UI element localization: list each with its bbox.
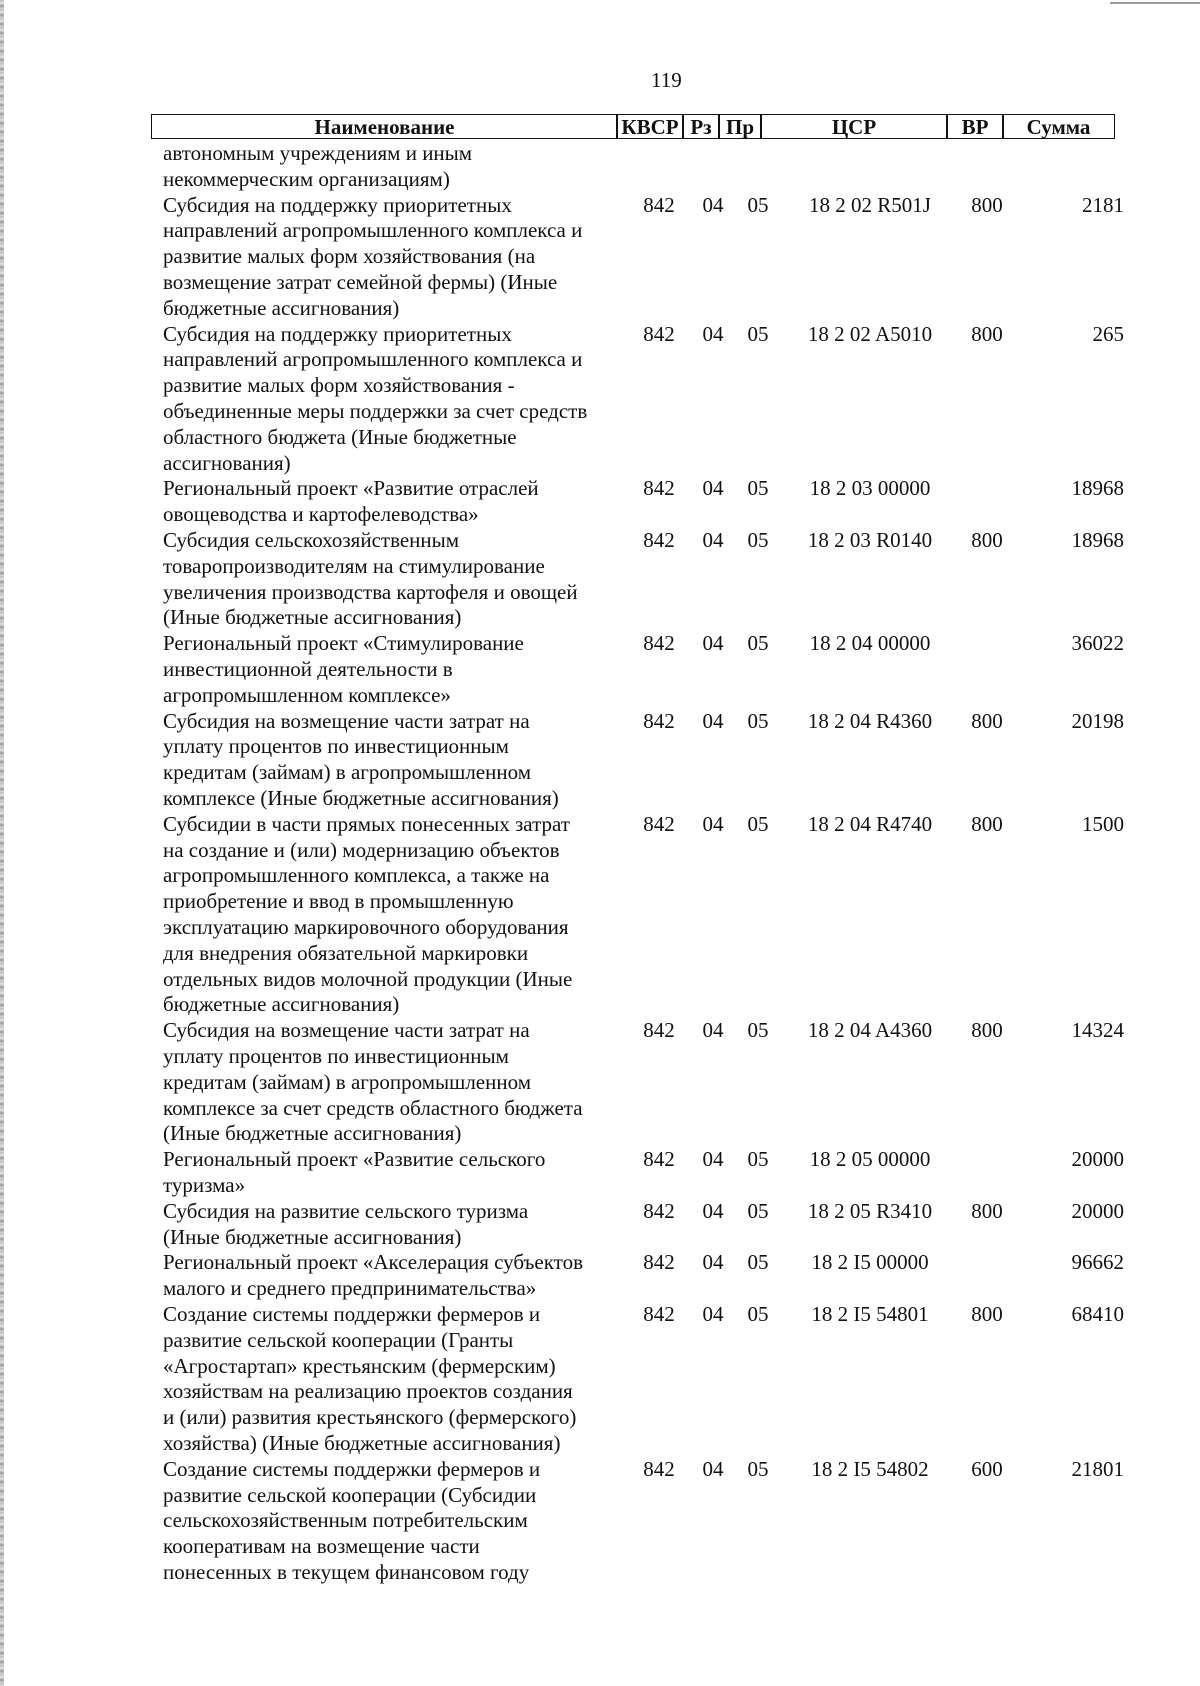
- row-name-line: автономным учреждениям и иным: [163, 141, 473, 165]
- row-sum: 68410: [1071, 1302, 1124, 1326]
- row-name-line: Субсидия сельскохозяйственным: [163, 528, 460, 552]
- header-csr: ЦСР: [760, 114, 948, 139]
- header-sum: Сумма: [1002, 114, 1115, 139]
- row-name-line: областного бюджета (Иные бюджетные: [163, 424, 517, 449]
- row-name-line: агропромышленного комплекса, а также на: [163, 863, 550, 888]
- row-sum: 18968: [1071, 476, 1124, 501]
- row-name-line: (Иные бюджетные ассигнования): [163, 605, 462, 630]
- row-rz: 04: [702, 528, 724, 552]
- row-rz: 04: [702, 192, 724, 217]
- row-name-line: развитие малых форм хозяйствования (на: [163, 244, 536, 269]
- page-number: 119: [651, 68, 682, 92]
- row-name-line: Региональный проект «Развитие сельского: [163, 1147, 546, 1172]
- row-name-line: Региональный проект «Стимулирование: [163, 631, 524, 656]
- row-name: [163, 193, 613, 322]
- row-name-line: комплексе за счет средств областного бюджета: [163, 1095, 583, 1120]
- row-vr: 800: [971, 1018, 1003, 1043]
- row-name-line: Субсидия на поддержку приоритетных: [163, 321, 512, 346]
- row-name-line: хозяйства) (Иные бюджетные ассигнования): [163, 1430, 561, 1455]
- row-csr: 18 2 I5 00000: [811, 1250, 929, 1275]
- row-name: [163, 476, 613, 528]
- row-kvsr: 842: [643, 708, 675, 733]
- row-name-line: направлений агропромышленного комплекса и: [163, 218, 583, 243]
- row-name-line: Субсидия на развитие сельского туризма: [163, 1198, 529, 1223]
- row-name-line: увеличения производства картофеля и овощей: [163, 579, 578, 604]
- row-kvsr: 842: [643, 1302, 675, 1326]
- row-kvsr: 842: [643, 1198, 675, 1223]
- table-header: [151, 114, 1131, 140]
- row-sum: 96662: [1071, 1250, 1124, 1275]
- header-vr: ВР: [946, 114, 1004, 139]
- row-kvsr: 842: [643, 321, 675, 346]
- row-name-line: уплату процентов по инвестиционным: [163, 1043, 509, 1068]
- row-name: [163, 1018, 613, 1147]
- scan-edge-top: [1110, 2, 1200, 4]
- row-name-line: (Иные бюджетные ассигнования): [163, 1121, 462, 1146]
- row-csr: 18 2 04 R4740: [807, 811, 933, 836]
- row-rz: 04: [702, 1456, 724, 1481]
- row-pr: 05: [747, 811, 769, 836]
- row-rz: 04: [702, 1018, 724, 1043]
- row-sum: 20000: [1071, 1198, 1124, 1223]
- row-vr: 800: [971, 811, 1003, 836]
- row-rz: 04: [702, 631, 724, 656]
- row-kvsr: 842: [643, 1250, 675, 1275]
- row-csr: 18 2 04 R4360: [807, 708, 933, 733]
- row-csr: 18 2 03 R0140: [807, 528, 933, 552]
- row-name-line: товаропроизводителям на стимулирование: [163, 553, 545, 578]
- row-kvsr: 842: [643, 528, 675, 552]
- row-name-line: приобретение и ввод в промышленную: [163, 889, 514, 914]
- row-kvsr: 842: [643, 192, 675, 217]
- row-name: [163, 322, 613, 477]
- row-name-line: малого и среднего предпринимательства»: [163, 1276, 537, 1301]
- row-vr: 800: [971, 321, 1003, 346]
- row-csr: 18 2 I5 54802: [811, 1456, 929, 1481]
- row-name-line: возмещение затрат семейной фермы) (Иные: [163, 269, 558, 294]
- row-name: [163, 709, 613, 812]
- row-rz: 04: [702, 1302, 724, 1326]
- row-name-line: для внедрения обязательной маркировки: [163, 940, 529, 965]
- row-name-line: на создание и (или) модернизацию объектов: [163, 837, 560, 862]
- row-name-line: некоммерческим организациям): [163, 166, 450, 191]
- row-kvsr: 842: [643, 631, 675, 656]
- row-name-line: развитие сельской кооперации (Гранты: [163, 1327, 514, 1352]
- row-name: [163, 1250, 613, 1302]
- row-name-line: сельскохозяйственным потребительским: [163, 1508, 528, 1533]
- row-name-line: хозяйствам на реализацию проектов создания: [163, 1379, 573, 1404]
- row-name: [163, 528, 613, 631]
- row-kvsr: 842: [643, 1147, 675, 1172]
- row-pr: 05: [747, 1147, 769, 1172]
- row-sum: 36022: [1071, 631, 1124, 656]
- row-pr: 05: [747, 528, 769, 552]
- row-sum: 14324: [1071, 1018, 1124, 1043]
- row-name-line: Субсидия на поддержку приоритетных: [163, 192, 512, 217]
- row-name-line: овощеводства и картофелеводства»: [163, 502, 479, 527]
- row-name-line: «Агростартап» крестьянским (фермерским): [163, 1353, 556, 1378]
- row-csr: 18 2 03 00000: [809, 476, 931, 501]
- row-pr: 05: [747, 1018, 769, 1043]
- row-pr: 05: [747, 321, 769, 346]
- row-pr: 05: [747, 631, 769, 656]
- row-pr: 05: [747, 476, 769, 501]
- row-pr: 05: [747, 1302, 769, 1326]
- row-rz: 04: [702, 1198, 724, 1223]
- row-vr: 800: [971, 1198, 1003, 1223]
- row-sum: 265: [1092, 321, 1124, 346]
- row-name-line: Региональный проект «Акселерация субъектов: [163, 1250, 583, 1275]
- row-name: [163, 631, 613, 708]
- row-name-line: понесенных в текущем финансовом году: [163, 1559, 530, 1584]
- row-name-line: туризма»: [163, 1172, 246, 1197]
- row-name: [163, 1147, 613, 1199]
- row-name-line: кредитам (займам) в агропромышленном: [163, 760, 531, 785]
- row-csr: 18 2 04 A4360: [807, 1018, 933, 1043]
- row-name-line: Субсидии в части прямых понесенных затрат: [163, 811, 570, 836]
- row-name: [163, 812, 613, 1018]
- row-name-line: кооперативам на возмещение части: [163, 1534, 480, 1559]
- row-sum: 2181: [1082, 192, 1124, 217]
- header-name: Наименование: [151, 114, 618, 139]
- row-vr: 800: [971, 708, 1003, 733]
- scan-edge-left: [0, 0, 4, 1686]
- row-vr: 800: [971, 528, 1003, 552]
- row-rz: 04: [702, 476, 724, 501]
- row-vr: 800: [971, 1302, 1003, 1326]
- row-pr: 05: [747, 1198, 769, 1223]
- row-name: [163, 1199, 613, 1251]
- row-kvsr: 842: [643, 1456, 675, 1481]
- row-name-line: Региональный проект «Развитие отраслей: [163, 476, 539, 501]
- row-name-line: и (или) развития крестьянского (фермерского): [163, 1405, 577, 1430]
- row-rz: 04: [702, 1147, 724, 1172]
- header-kvsr: КВСР: [616, 114, 684, 139]
- row-rz: 04: [702, 321, 724, 346]
- row-rz: 04: [702, 1250, 724, 1275]
- row-name-line: бюджетные ассигнования): [163, 992, 400, 1017]
- row-name-line: объединенные меры поддержки за счет средств: [163, 398, 588, 423]
- row-csr: 18 2 02 A5010: [807, 321, 933, 346]
- row-name: [163, 141, 613, 193]
- row-sum: 18968: [1071, 528, 1124, 552]
- row-name-line: эксплуатацию маркировочного оборудования: [163, 914, 569, 939]
- row-name-line: кредитам (займам) в агропромышленном: [163, 1069, 531, 1094]
- row-kvsr: 842: [643, 811, 675, 836]
- row-name-line: отдельных видов молочной продукции (Иные: [163, 966, 573, 991]
- row-name: [163, 1302, 613, 1457]
- row-rz: 04: [702, 811, 724, 836]
- row-name-line: инвестиционной деятельности в: [163, 656, 453, 681]
- row-vr: 800: [971, 192, 1003, 217]
- row-rz: 04: [702, 708, 724, 733]
- row-csr: 18 2 I5 54801: [811, 1302, 929, 1326]
- row-kvsr: 842: [643, 1018, 675, 1043]
- header-rz: Рз: [682, 114, 720, 139]
- row-name-line: комплексе (Иные бюджетные ассигнования): [163, 785, 559, 810]
- row-sum: 20000: [1071, 1147, 1124, 1172]
- row-csr: 18 2 02 R501J: [809, 192, 931, 217]
- row-csr: 18 2 04 00000: [809, 631, 931, 656]
- row-pr: 05: [747, 1456, 769, 1481]
- row-sum: 1500: [1082, 811, 1124, 836]
- row-vr: 600: [971, 1456, 1003, 1481]
- row-csr: 18 2 05 00000: [809, 1147, 931, 1172]
- row-name-line: Субсидия на возмещение части затрат на: [163, 1018, 530, 1043]
- row-pr: 05: [747, 192, 769, 217]
- row-name-line: направлений агропромышленного комплекса и: [163, 347, 583, 372]
- row-sum: 20198: [1071, 708, 1124, 733]
- row-pr: 05: [747, 708, 769, 733]
- row-name-line: Создание системы поддержки фермеров и: [163, 1302, 541, 1326]
- row-name-line: развитие малых форм хозяйствования -: [163, 373, 515, 398]
- header-pr: Пр: [718, 114, 762, 139]
- row-name-line: (Иные бюджетные ассигнования): [163, 1224, 462, 1249]
- row-csr: 18 2 05 R3410: [807, 1198, 933, 1223]
- row-name-line: агропромышленном комплексе»: [163, 682, 451, 707]
- row-name-line: бюджетные ассигнования): [163, 295, 400, 320]
- row-kvsr: 842: [643, 476, 675, 501]
- row-name-line: развитие сельской кооперации (Субсидии: [163, 1482, 537, 1507]
- row-name: [163, 1457, 613, 1586]
- row-name-line: Субсидия на возмещение части затрат на: [163, 708, 530, 733]
- row-name-line: Создание системы поддержки фермеров и: [163, 1456, 541, 1481]
- row-pr: 05: [747, 1250, 769, 1275]
- row-name-line: уплату процентов по инвестиционным: [163, 734, 509, 759]
- row-name-line: ассигнования): [163, 450, 291, 475]
- row-sum: 21801: [1071, 1456, 1124, 1481]
